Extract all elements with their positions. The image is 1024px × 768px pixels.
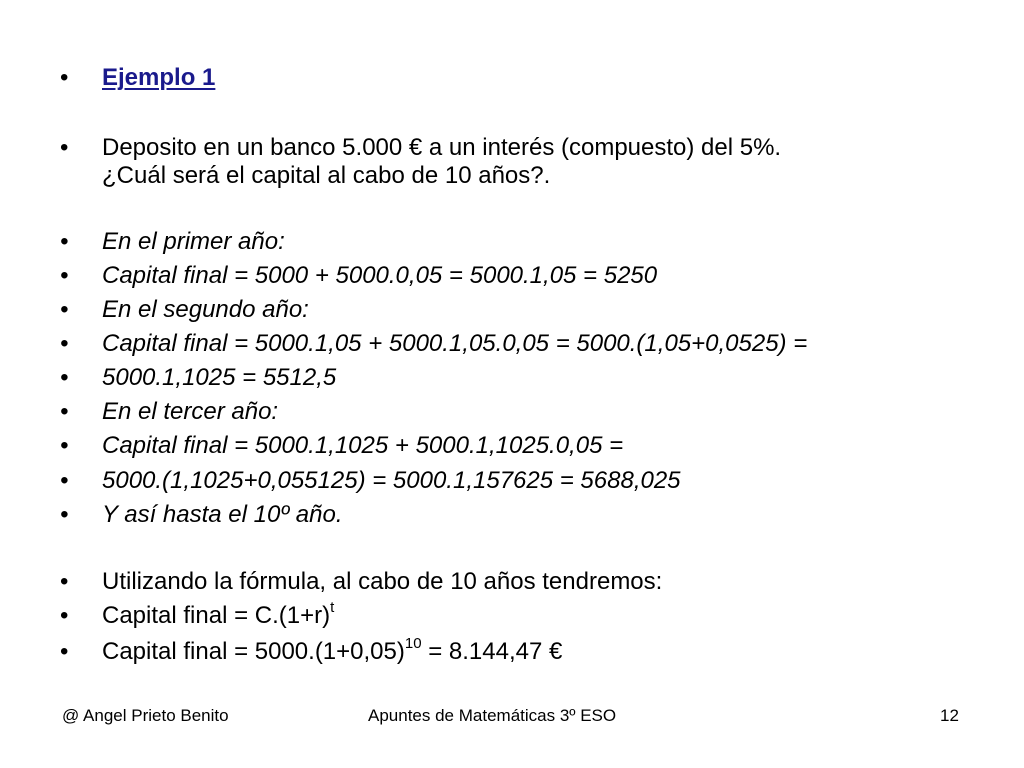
- formula-general-text: [102, 599, 335, 630]
- bullet: •: [60, 501, 69, 528]
- formula-applied-text: [102, 635, 563, 666]
- bullet: •: [60, 638, 69, 665]
- formula-general-exponent: t: [330, 599, 335, 616]
- step-text: En el segundo año:: [102, 296, 309, 323]
- step-text: Capital final = 5000.1,05 + 5000.1,05.0,05 = 5000.(1,05+0,0525) =: [102, 330, 808, 357]
- footer-course: Apuntes de Matemáticas 3º ESO: [368, 706, 617, 725]
- step-text: Y así hasta el 10º año.: [102, 501, 343, 528]
- step-text: En el tercer año:: [102, 398, 279, 425]
- heading-link[interactable]: Ejemplo 1: [102, 64, 216, 91]
- footer-page-number: 12: [940, 706, 959, 725]
- footer-author: @ Angel Prieto Benito: [62, 706, 229, 725]
- bullet: •: [60, 330, 69, 357]
- bullet: •: [60, 398, 69, 425]
- bullet: •: [60, 296, 69, 323]
- step-text: 5000.1,1025 = 5512,5: [102, 364, 337, 391]
- bullet: •: [60, 262, 69, 289]
- problem-line-1: Deposito en un banco 5.000 € a un interés (compuesto) del 5%.: [102, 134, 782, 161]
- bullet: •: [60, 64, 69, 91]
- bullet: •: [60, 364, 69, 391]
- bullet: •: [60, 134, 69, 161]
- formula-intro-text: Utilizando la fórmula, al cabo de 10 años tendremos:: [102, 568, 663, 595]
- formula-applied-exponent: 10: [404, 635, 422, 652]
- formula-applied-result: = 8.144,47 €: [421, 638, 563, 665]
- bullet: •: [60, 602, 69, 629]
- formula-general-prefix: Capital final = C.(1+r): [102, 602, 331, 629]
- step-text: Capital final = 5000.1,1025 + 5000.1,1025.0,05 =: [102, 432, 624, 459]
- step-text: En el primer año:: [102, 228, 285, 255]
- problem-item: [60, 134, 1000, 194]
- bullet: •: [60, 432, 69, 459]
- bullet: •: [60, 568, 69, 595]
- problem-text: [102, 134, 781, 190]
- bullet: •: [60, 228, 69, 255]
- step-text: Capital final = 5000 + 5000.0,05 = 5000.1,05 = 5250: [102, 262, 658, 289]
- formula-applied-prefix: Capital final = 5000.(1+0,05): [102, 638, 405, 665]
- step-text: 5000.(1,1025+0,055125) = 5000.1,157625 = 5688,025: [102, 467, 681, 494]
- bullet: •: [60, 467, 69, 494]
- problem-line-2: ¿Cuál será el capital al cabo de 10 años?.: [102, 162, 551, 189]
